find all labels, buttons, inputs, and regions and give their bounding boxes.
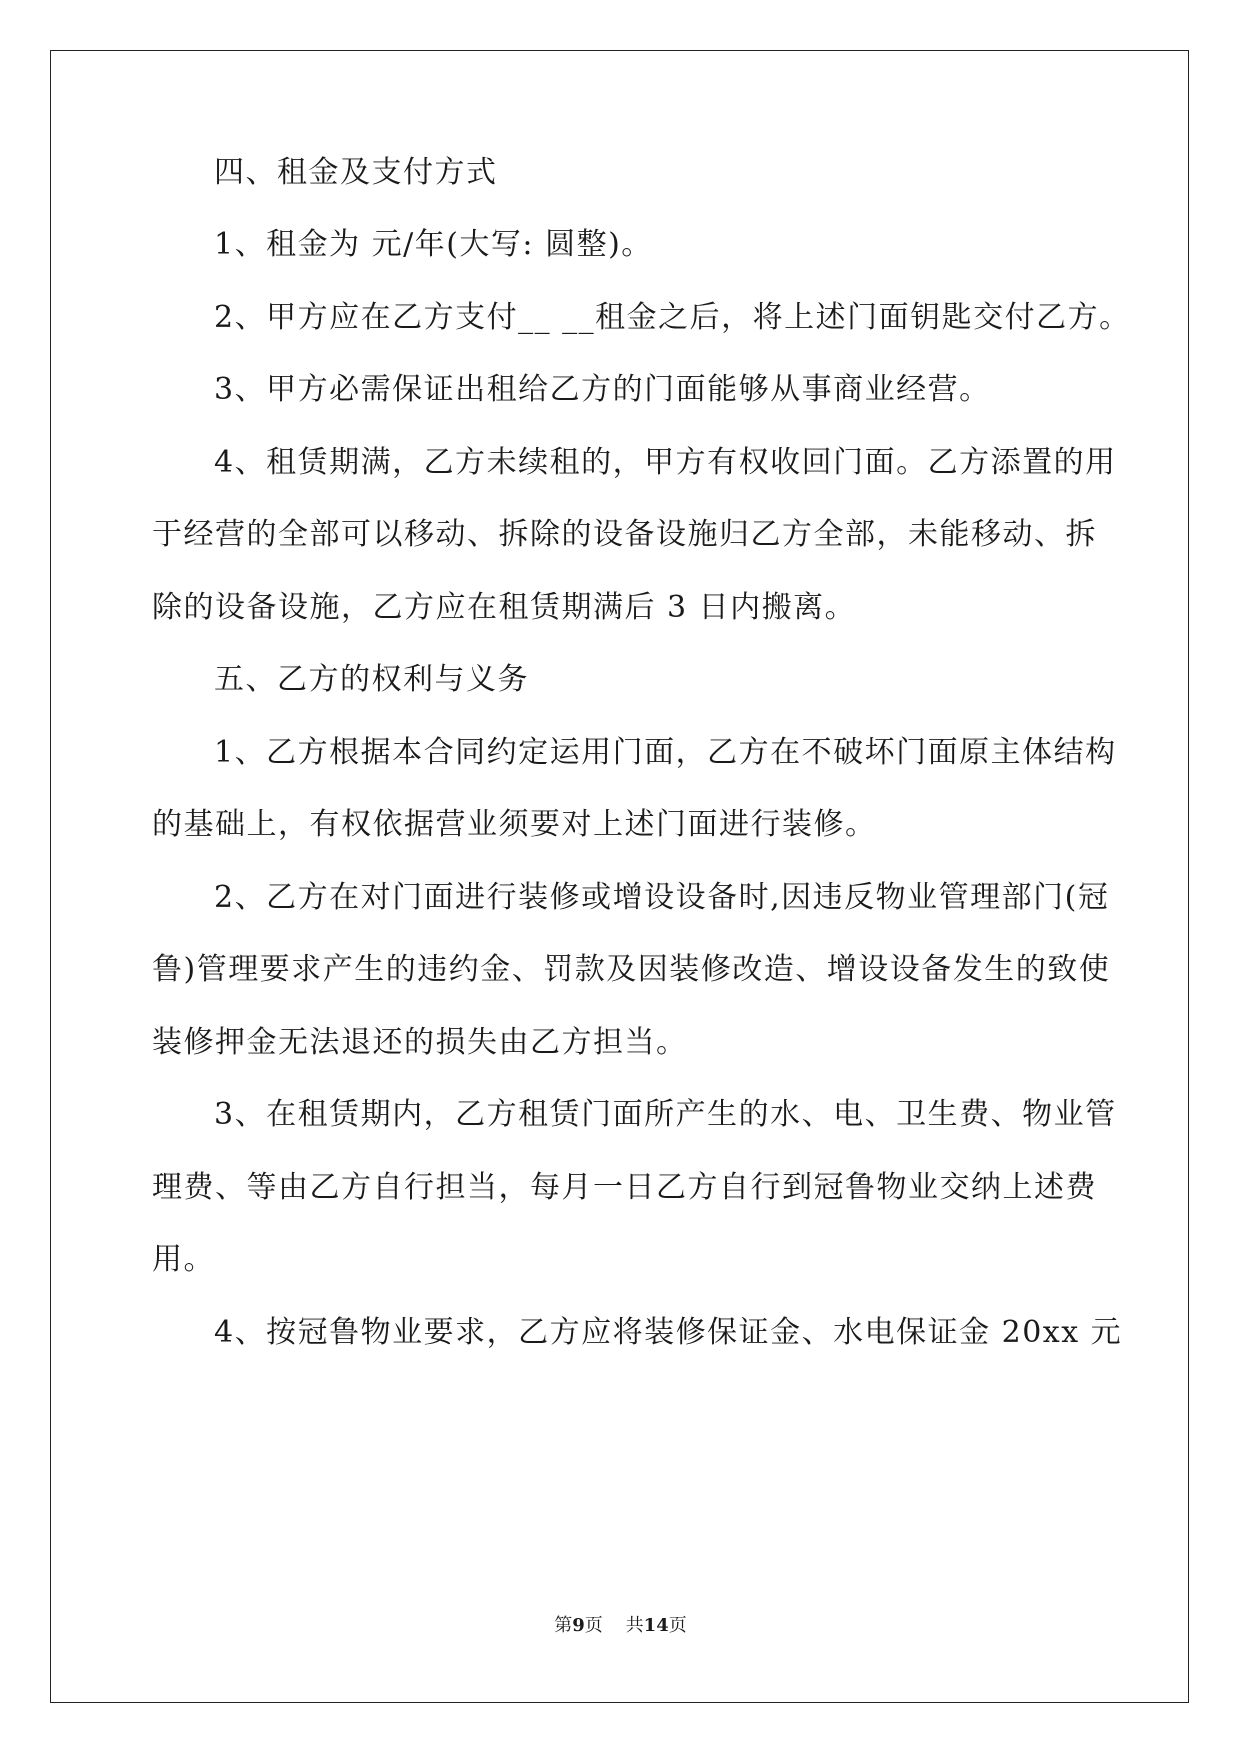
paragraph-line: 理费、等由乙方自行担当，每月一日乙方自行到冠鲁物业交纳上述费 [152, 1170, 1097, 1205]
total-pages: 14 [643, 1615, 669, 1636]
page-prefix: 第 [554, 1615, 573, 1636]
total-suffix: 页 [668, 1615, 687, 1636]
paragraph-line: 1、乙方根据本合同约定运用门面，乙方在不破坏门面原主体结构 [214, 735, 1117, 770]
paragraph-line: 除的设备设施，乙方应在租赁期满后 3 日内搬离。 [152, 590, 857, 625]
section-heading-rights: 五、乙方的权利与义务 [214, 662, 529, 697]
paragraph-line: 的基础上，有权依据营业须要对上述门面进行装修。 [152, 807, 877, 842]
paragraph-line: 于经营的全部可以移动、拆除的设备设施归乙方全部，未能移动、拆 [152, 517, 1097, 552]
paragraph-line: 3、甲方必需保证出租给乙方的门面能够从事商业经营。 [214, 372, 991, 407]
paragraph-line: 2、甲方应在乙方支付__ __租金之后，将上述门面钥匙交付乙方。 [214, 300, 1131, 335]
total-prefix: 共 [625, 1615, 644, 1636]
paragraph-line: 装修押金无法退还的损失由乙方担当。 [152, 1025, 688, 1060]
page-number: 9 [572, 1615, 585, 1636]
paragraph-line: 4、按冠鲁物业要求，乙方应将装修保证金、水电保证金 20xx 元 [214, 1315, 1123, 1350]
paragraph-line: 2、乙方在对门面进行装修或增设设备时,因违反物业管理部门(冠 [214, 880, 1110, 915]
paragraph-line: 用。 [152, 1242, 215, 1277]
page-border [50, 50, 1189, 1703]
page-suffix: 页 [584, 1615, 603, 1636]
paragraph-line: 3、在租赁期内，乙方租赁门面所产生的水、电、卫生费、物业管 [214, 1097, 1117, 1132]
paragraph-line: 1、租金为 元/年(大写: 圆整)。 [214, 227, 653, 262]
paragraph-line: 4、租赁期满，乙方未续租的，甲方有权收回门面。乙方添置的用 [214, 445, 1117, 480]
page-footer [0, 1611, 1241, 1637]
paragraph-line: 鲁)管理要求产生的违约金、罚款及因装修改造、增设设备发生的致使 [152, 952, 1111, 987]
section-heading-rent: 四、租金及支付方式 [214, 155, 498, 190]
